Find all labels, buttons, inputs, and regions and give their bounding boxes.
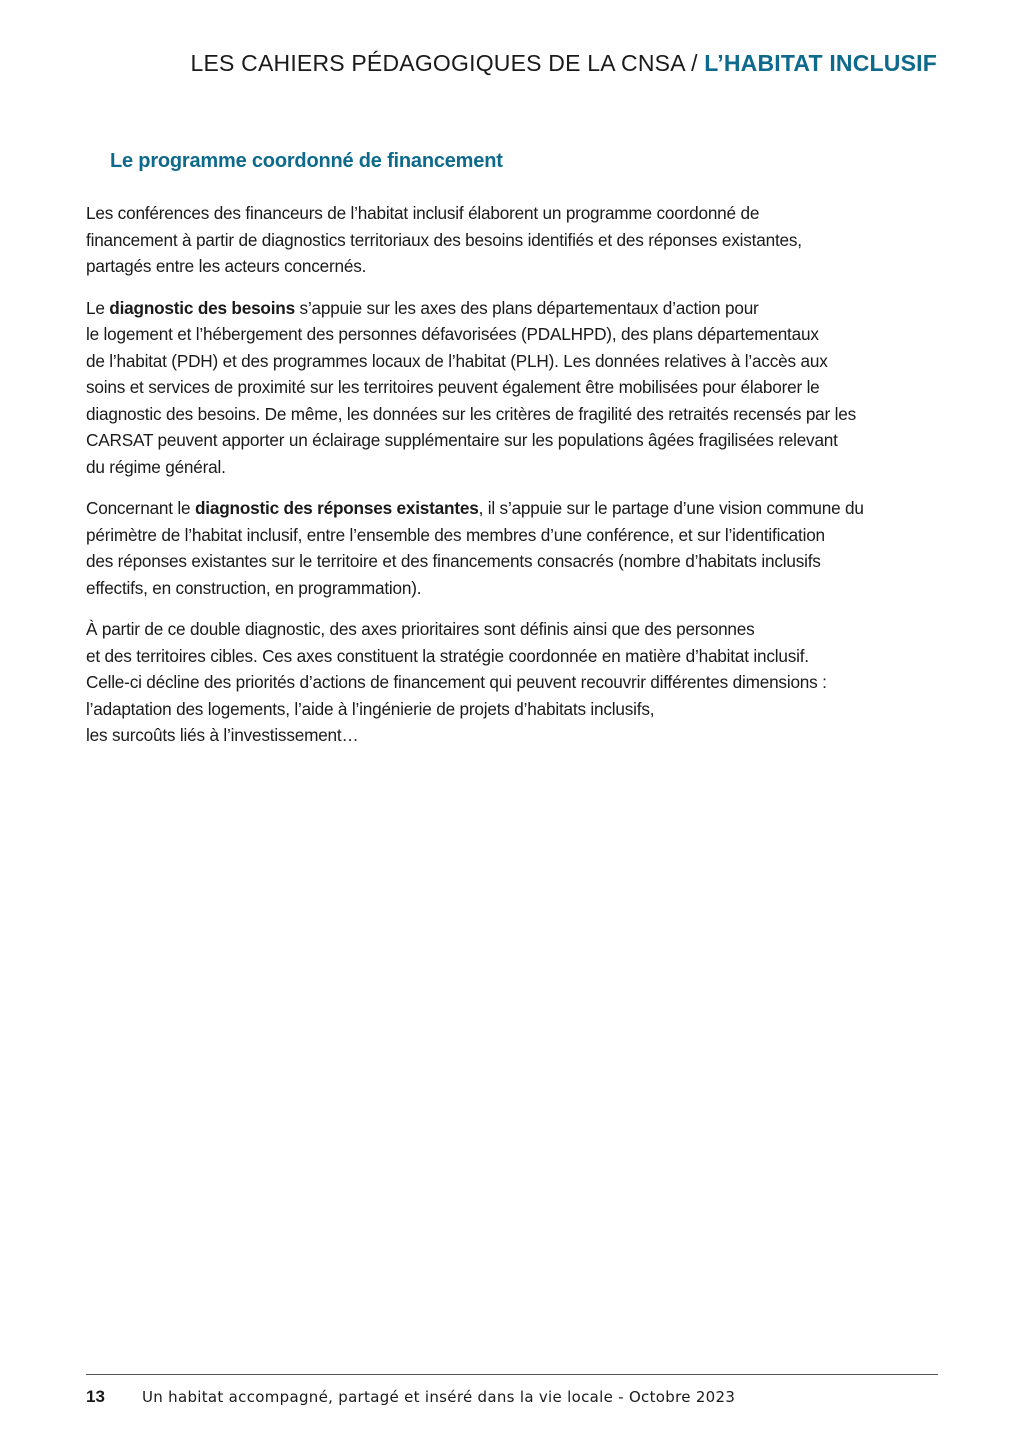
paragraph-3: Concernant le diagnostic des réponses existantes, il s’appuie sur le partage d’une vision commune du périmètre de l’habitat inclusif, entre l’ensemble des membres d’une conférence, et sur l’identification des réponses existantes sur le territoire et des financements consacrés (nombre d’habitats inclusifs effectifs, en construction, en programmation). (86, 498, 864, 598)
section-title: Le programme coordonné de financement (110, 150, 503, 172)
header-series: LES CAHIERS PÉDAGOGIQUES DE LA CNSA / (190, 50, 705, 76)
body-text (86, 200, 942, 764)
footer-text: Un habitat accompagné, partagé et inséré dans la vie locale - Octobre 2023 (142, 1388, 736, 1406)
running-header (191, 50, 938, 77)
paragraph-2: Le diagnostic des besoins s’appuie sur les axes des plans départementaux d’action pour le logement et l’hébergement des personnes défavorisées (PDALHPD), des plans départementaux de l’habitat (PDH) et des programmes locaux de l’habitat (PLH). Les données relatives à l’accès aux soins et services de proximité sur les territoires peuvent également être mobilisées pour élaborer le diagnostic des besoins. De même, les données sur les critères de fragilité des retraités recensés par les CARSAT peuvent apporter un éclairage supplémentaire sur les populations âgées fragilisées relevant du régime général. (86, 297, 857, 477)
paragraph-4: À partir de ce double diagnostic, des axes prioritaires sont définis ainsi que des personnes et des territoires cibles. Ces axes constituent la stratégie coordonnée en matière d’habitat inclusif. Celle-ci décline des priorités d’actions de financement qui peuvent recouvrir différentes dimensions : l’adaptation des logements, l’aide à l’ingénierie de projets d’habitats inclusifs, les surcoûts liés à l’investissement… (86, 619, 827, 745)
paragraph-1: Les conférences des financeurs de l’habitat inclusif élaborent un programme coordonné de financement à partir de diagnostics territoriaux des besoins identifiés et des réponses existantes, partagés entre les acteurs concernés. (86, 203, 802, 276)
bold-term-besoins: diagnostic des besoins (109, 297, 295, 318)
page-number: 13 (86, 1387, 105, 1406)
footer-divider (86, 1374, 938, 1375)
header-topic: L’HABITAT INCLUSIF (704, 50, 937, 76)
bold-term-reponses: diagnostic des réponses existantes (195, 498, 479, 518)
